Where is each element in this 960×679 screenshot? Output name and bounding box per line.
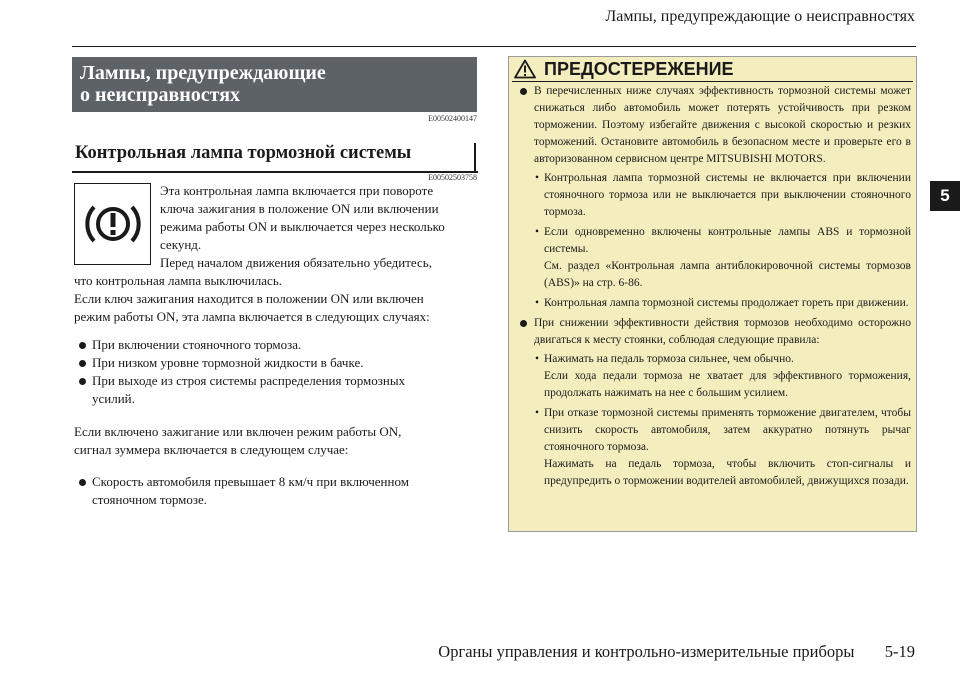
- body-line: режим работы ON, эта лампа включается в следующих случаях:: [74, 309, 430, 324]
- running-header: Лампы, предупреждающие о неисправностях: [605, 8, 915, 25]
- list-item-text: При низком уровне тормозной жидкости в бачке.: [92, 355, 364, 370]
- body-text: [74, 272, 480, 326]
- warning-title: ПРЕДОСТЕРЕЖЕНИЕ: [544, 58, 734, 79]
- page-number: 5-19: [884, 642, 915, 661]
- warning-item-text: При снижении эффективности действия тормозов необходимо осторожно двигаться к месту стоянки, соблюдая следующие правила:: [534, 317, 911, 346]
- chapter-tab[interactable]: 5: [930, 181, 960, 211]
- subbullet-icon: •: [535, 172, 540, 184]
- warning-rule: [512, 81, 913, 82]
- warning-header: [514, 58, 909, 80]
- body-line: Если ключ зажигания находится в положении ON или включен: [74, 291, 424, 306]
- buzzer-list: [74, 473, 480, 509]
- warning-body: [516, 83, 911, 490]
- warning-subitem-text: Контрольная лампа тормозной системы продолжает гореть при движении.: [544, 297, 909, 309]
- bullet-icon: [79, 360, 86, 367]
- page-footer: [380, 642, 915, 662]
- bullet-icon: [79, 378, 86, 385]
- section-title-box: [72, 57, 477, 112]
- intro-line: Перед началом движения обязательно убедитесь,: [160, 255, 432, 270]
- warning-item-text: В перечисленных ниже случаях эффективность тормозной системы может снижаться либо автомобиль может потерять устойчивость при резком торможении. Поэтому избегайте движения с высокой скоростью и резких торможений. Остановите автомобиль в безопасном месте и проверьте его в авторизованном сервисном центре MITSUBISHI MOTORS.: [534, 85, 911, 165]
- subbullet-icon: •: [535, 407, 540, 419]
- body-line: сигнал зуммера включается в следующем случае:: [74, 442, 349, 457]
- body-line: Если включено зажигание или включен режим работы ON,: [74, 424, 402, 439]
- warning-subitem-note: Если хода педали тормоза не хватает для эффективного торможения, продолжать нажимать на нее с большим усилием.: [544, 370, 911, 399]
- intro-line: Эта контрольная лампа включается при повороте: [160, 183, 434, 198]
- warning-triangle-icon: [514, 59, 536, 79]
- warning-subitem-text: При отказе тормозной системы применять торможение двигателем, чтобы снизить скорость автомобиля, затем аккуратно потянуть рычаг стояночного тормоза.: [544, 407, 911, 453]
- warning-subitem: [516, 405, 911, 490]
- intro-line: секунд.: [160, 237, 202, 252]
- footer-chapter: Органы управления и контрольно-измерительные приборы: [438, 642, 855, 661]
- bullet-icon: [79, 479, 86, 486]
- warning-subitem: [516, 224, 911, 292]
- header-rule: [72, 46, 916, 47]
- bullet-icon: [520, 320, 527, 327]
- section-code: E00502400147: [428, 114, 477, 123]
- warning-subitem-note: Нажимать на педаль тормоза, чтобы включить стоп-сигналы и предупредить о торможении водителей автомобилей, движущихся позади.: [544, 458, 911, 487]
- bullet-icon: [79, 342, 86, 349]
- warning-subitem-text: Если одновременно включены контрольные лампы ABS и тормозной системы.: [544, 226, 911, 255]
- list-item: [74, 336, 480, 354]
- warning-subitem: [516, 351, 911, 402]
- section-title-line2: о неисправностях: [80, 84, 241, 106]
- conditions-list: [74, 336, 480, 408]
- subbullet-icon: •: [535, 226, 540, 238]
- warning-subitem: [516, 295, 911, 312]
- intro-line: режима работы ON и выключается через несколько: [160, 219, 445, 234]
- intro-line: ключа зажигания в положение ON или включении: [160, 201, 439, 216]
- warning-subitem-text: Нажимать на педаль тормоза сильнее, чем обычно.: [544, 353, 794, 365]
- buzzer-text: [74, 423, 480, 459]
- list-item: [74, 473, 480, 509]
- list-item-text: При включении стояночного тормоза.: [92, 337, 302, 352]
- bullet-icon: [520, 88, 527, 95]
- intro-text: [160, 182, 480, 272]
- warning-item: [516, 83, 911, 168]
- subbullet-icon: •: [535, 353, 540, 365]
- warning-item: [516, 315, 911, 349]
- section-title-line1: Лампы, предупреждающие: [80, 62, 326, 84]
- list-item-text: Скорость автомобиля превышает 8 км/ч при включенном стояночном тормозе.: [92, 474, 409, 507]
- warning-subitem-note: См. раздел «Контрольная лампа антиблокировочной системы тормозов (ABS)» на стр. 6-86.: [544, 260, 911, 289]
- list-item: [74, 354, 480, 372]
- warning-subitem-text: Контрольная лампа тормозной системы не включается при включении стояночного тормоза или не выключается при выключении стояночного тормоза.: [544, 172, 911, 218]
- brake-warning-icon: [74, 183, 151, 265]
- subbullet-icon: •: [535, 297, 540, 309]
- body-line: что контрольная лампа выключилась.: [74, 273, 283, 288]
- list-item: [74, 372, 480, 408]
- list-item-text: При выходе из строя системы распределения тормозных усилий.: [92, 373, 406, 406]
- warning-subitem: [516, 170, 911, 221]
- subsection-code: E00502503758: [428, 173, 477, 182]
- subsection-title: Контрольная лампа тормозной системы: [72, 143, 476, 171]
